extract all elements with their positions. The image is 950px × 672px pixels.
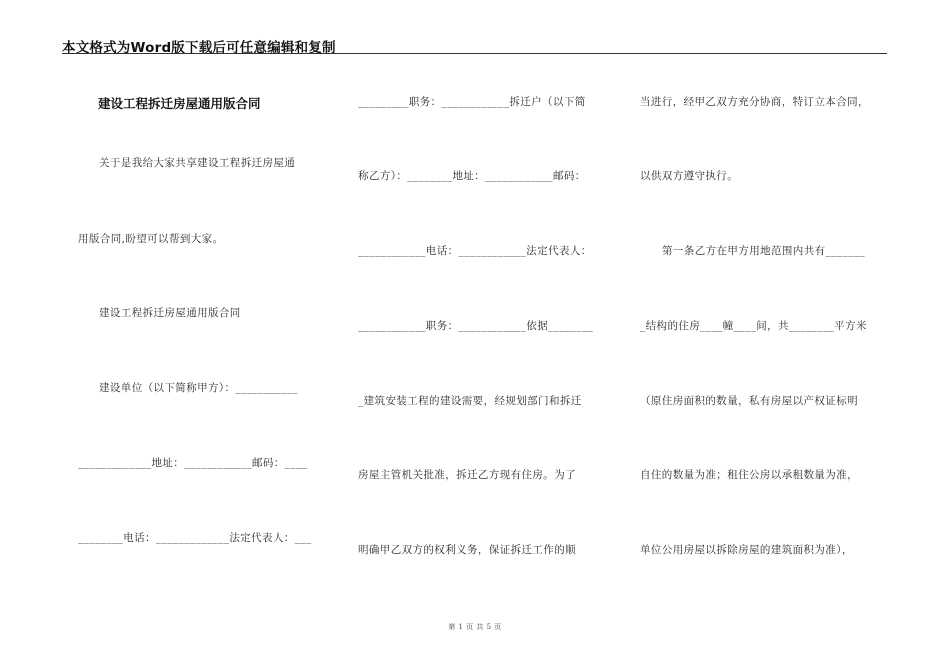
paragraph-line: 建设工程拆迁房屋通用版合同 <box>99 307 241 319</box>
document-title: 建设工程拆迁房屋通用版合同 <box>98 96 261 111</box>
paragraph-line: 当进行，经甲乙双方充分协商，特订立本合同， <box>640 96 869 108</box>
paragraph-line: （原住房面积的数量，私有房屋以产权证标明 <box>640 395 858 407</box>
paragraph-line: 明确甲乙双方的权利义务，保证拆迁工作的顺 <box>358 544 576 556</box>
paragraph-line: ____________电话：____________法定代表人： <box>358 245 592 257</box>
page-number: 第 1 页 共 5 页 <box>448 623 502 631</box>
paragraph-line: 自住的数量为准；租住公房以承租数量为准， <box>640 469 858 481</box>
header-rule <box>62 53 887 54</box>
paragraph-line: 第一条乙方在甲方用地范围内共有_______ <box>662 245 866 257</box>
paragraph-line: ____________职务：____________依据________ <box>358 320 594 332</box>
paragraph-line: 以供双方遵守执行。 <box>640 170 739 182</box>
paragraph-line: _建筑安装工程的建设需要，经规划部门和拆迁 <box>358 395 582 407</box>
paragraph-line: 称乙方）：________地址：____________邮码： <box>358 170 586 182</box>
paragraph-line: _结构的住房____幢____间，共________平方米 <box>640 320 867 332</box>
paragraph-line: ________电话：_____________法定代表人：___ <box>78 532 312 544</box>
page-header: 本文格式为Word版下载后可任意编辑和复制 <box>62 40 336 56</box>
paragraph-line: 用版合同,盼望可以帮到大家。 <box>78 233 224 245</box>
paragraph-line: 关于是我给大家共享建设工程拆迁房屋通 <box>99 157 296 169</box>
paragraph-line: 房屋主管机关批准，拆迁乙方现有住房。为了 <box>358 469 576 481</box>
paragraph-line: 单位公用房屋以拆除房屋的建筑面积为准）， <box>640 544 853 556</box>
paragraph-line: 建设单位（以下简称甲方）：___________ <box>99 382 298 394</box>
paragraph-line: _____________地址：____________邮码：____ <box>78 457 308 469</box>
paragraph-line: _________职务：____________拆迁户（以下简 <box>358 96 586 108</box>
